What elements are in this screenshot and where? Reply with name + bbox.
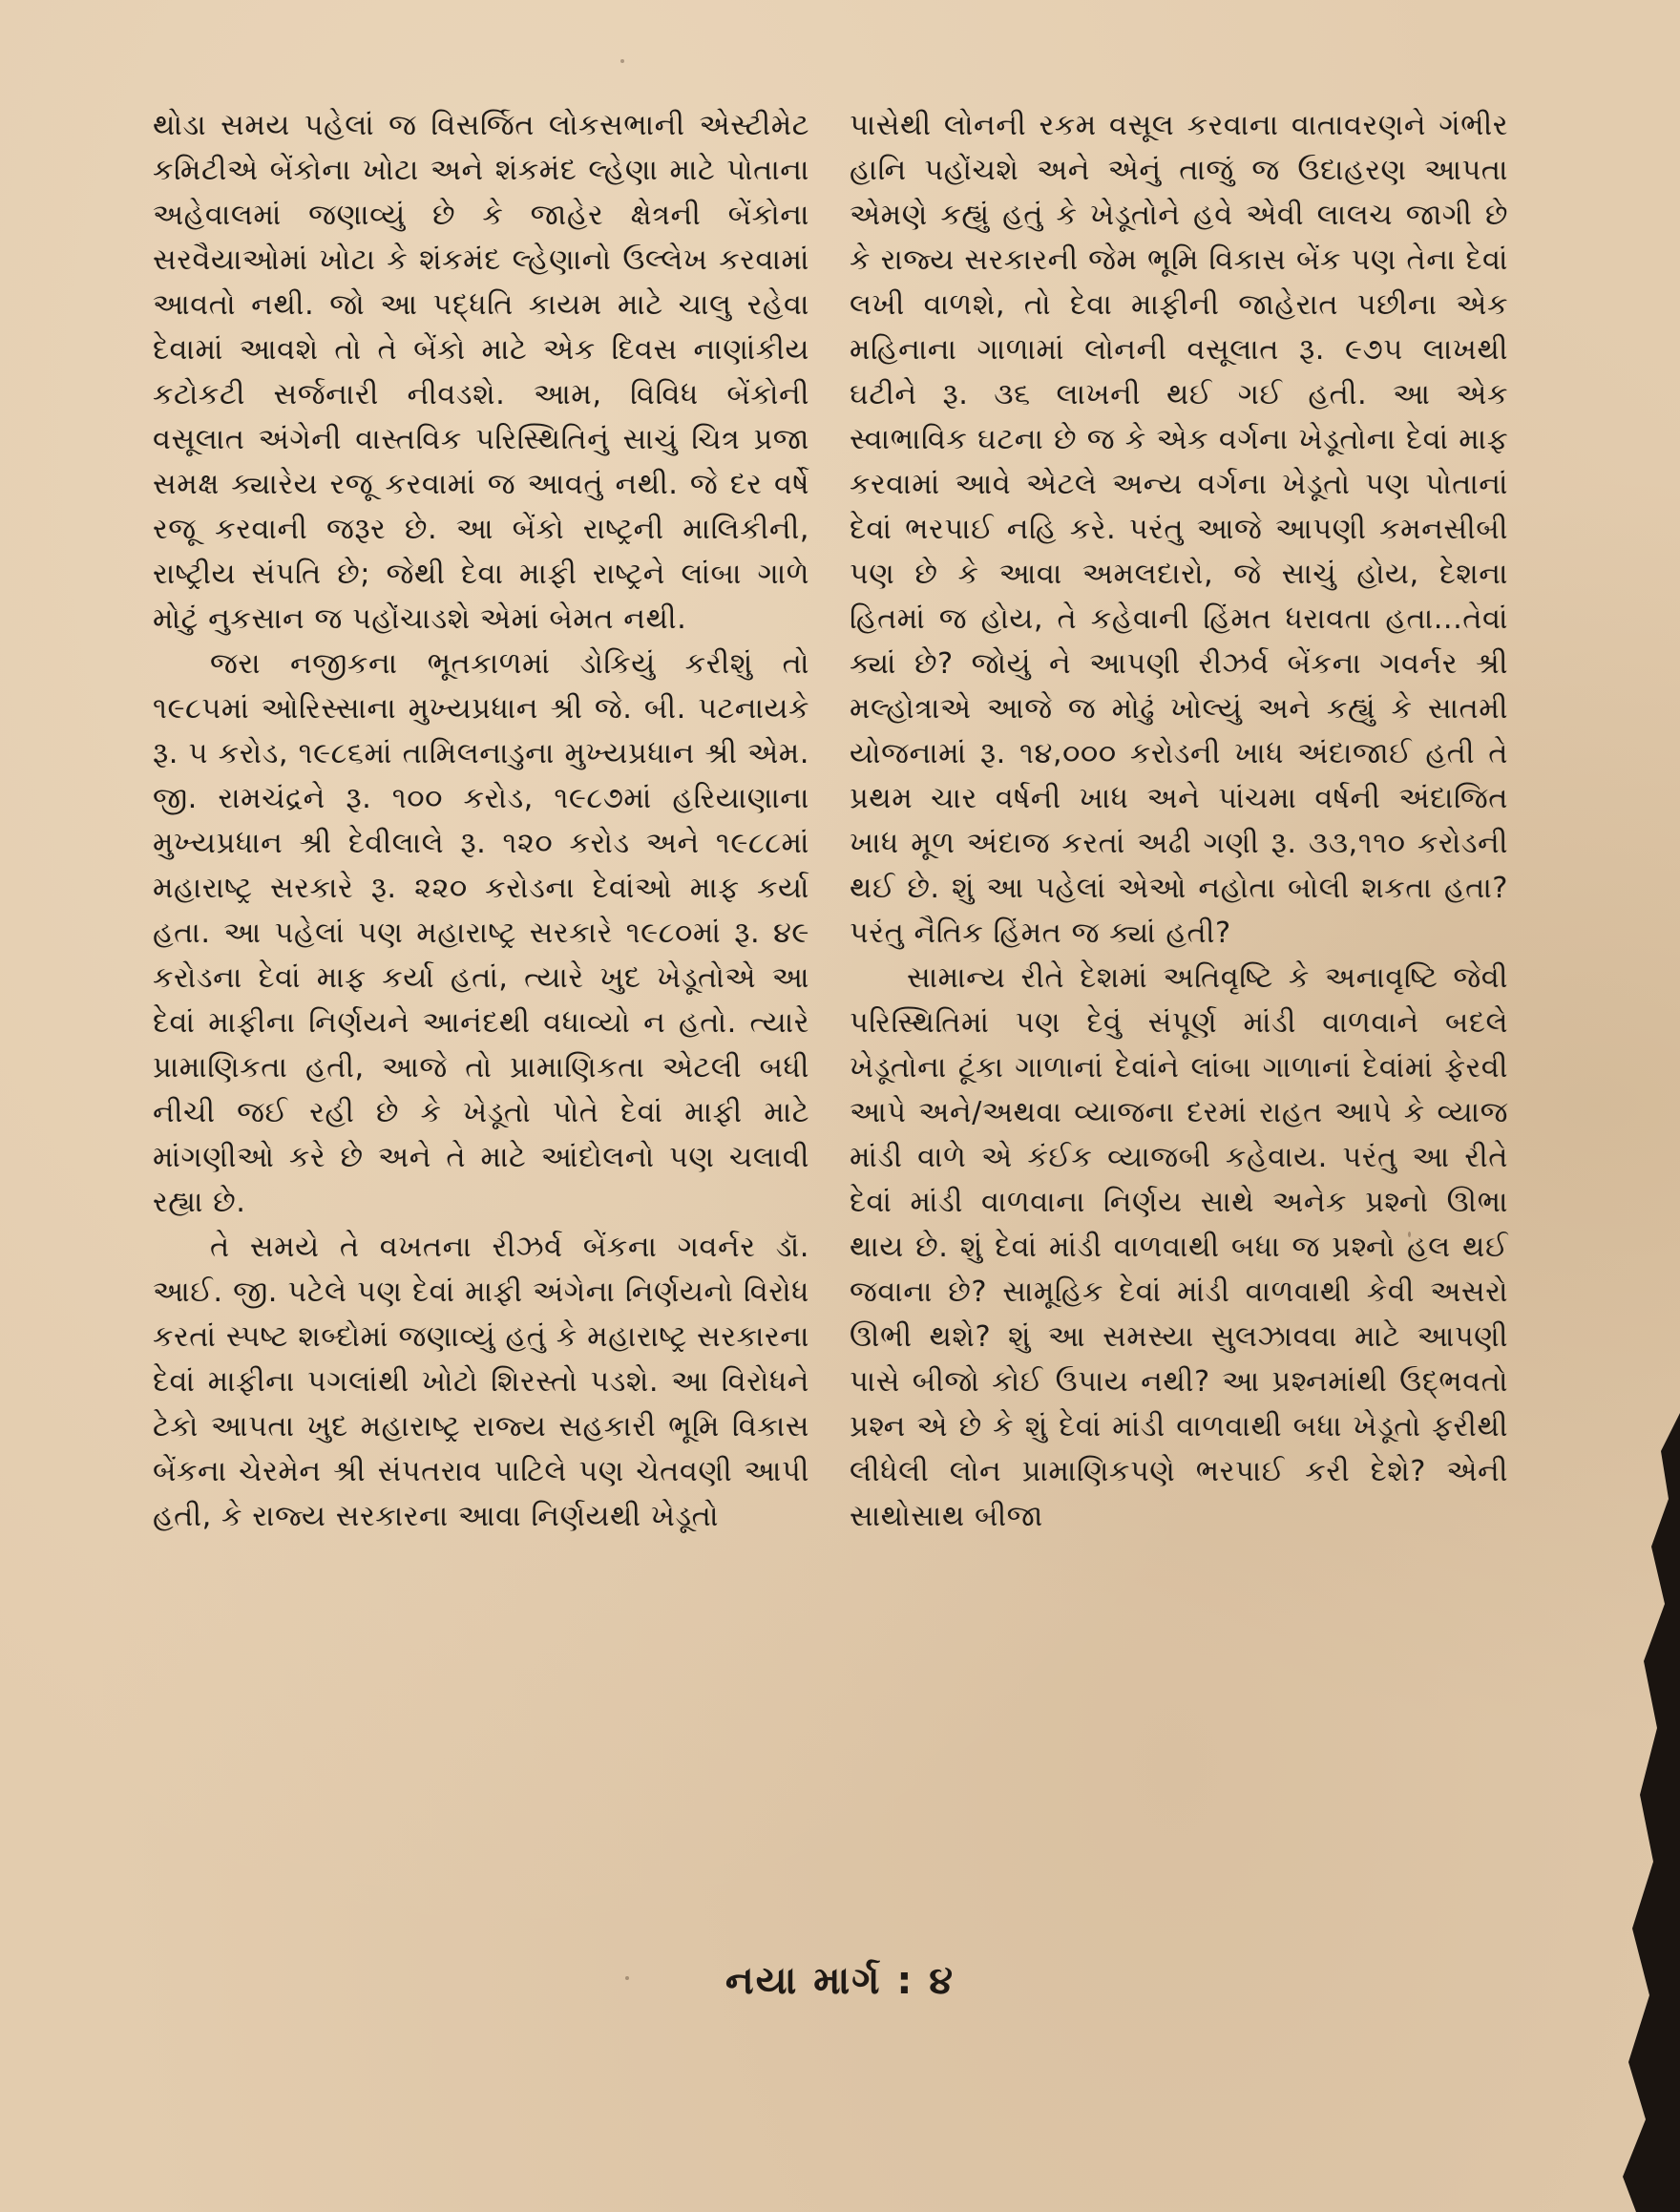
left-paragraph-3: તે સમયે તે વખતના રીઝર્વ બેંકના ગવર્નર ડૉ. આઈ. જી. પટેલે પણ દેવાં માફી અંગેના નિર્ણયનો વિરોધ કરતાં સ્પષ્ટ શબ્દોમાં જણાવ્યું હતું કે મહારાષ્ટ્ર સરકારના દેવાં માફીના પગલાંથી ખોટો શિરસ્તો પડશે. આ વિરોધને ટેકો આપતા ખુદ મહારાષ્ટ્ર રાજ્ય સહકારી ભૂમિ વિકાસ બેંકના ચેરમેન શ્રી સંપતરાવ પાટિલે પણ ચેતવણી આપી હતી, કે રાજ્ય સરકારના આવા નિર્ણયથી ખેડૂતો (153, 1231, 809, 1533)
paper-speck (625, 1976, 629, 1980)
right-text-column (850, 103, 1508, 1539)
left-text-column (153, 103, 809, 1539)
right-paragraph-1: પાસેથી લોનની રકમ વસૂલ કરવાના વાતાવરણને ગંભીર હાનિ પહોંચશે અને એનું તાજું જ ઉદાહરણ આપતા એમણે કહ્યું હતું કે ખેડૂતોને હવે એવી લાલચ જાગી છે કે રાજ્ય સરકારની જેમ ભૂમિ વિકાસ બેંક પણ તેના દેવાં લખી વાળશે, તો દેવા માફીની જાહેરાત પછીના એક મહિનાના ગાળામાં લોનની વસૂલાત રૂ. ૯૭૫ લાખથી ઘટીને રૂ. ૩૬ લાખની થઈ ગઈ હતી. આ એક સ્વાભાવિક ઘટના છે જ કે એક વર્ગના ખેડૂતોના દેવાં માફ કરવામાં આવે એટલે અન્ય વર્ગના ખેડૂતો પણ પોતાનાં દેવાં ભરપાઈ નહિ કરે. પરંતુ આજે આપણી કમનસીબી પણ છે કે આવા અમલદારો, જે સાચું હોય, દેશના હિતમાં જ હોય, તે કહેવાની હિંમત ધરાવતા હતા...તેવાં ક્યાં છે? જોયું ને આપણી રીઝર્વ બેંકના ગવર્નર શ્રી મલ્હોત્રાએ આજે જ મોઢું ખોલ્યું અને કહ્યું કે સાતમી યોજનામાં રૂ. ૧૪,૦૦૦ કરોડની ખાધ અંદાજાઈ હતી તે પ્રથમ ચાર વર્ષની ખાધ અને પાંચમા વર્ષની અંદાજિત ખાધ મૂળ અંદાજ કરતાં અઢી ગણી રૂ. ૩૩,૧૧૦ કરોડની થઈ છે. શું આ પહેલાં એઓ નહોતા બોલી શકતા હતા? પરંતુ નૈતિક હિંમત જ ક્યાં હતી? (850, 109, 1508, 950)
paper-speck (620, 59, 624, 63)
paper-speck (1408, 1232, 1411, 1237)
left-paragraph-1: થોડા સમય પહેલાં જ વિસર્જિત લોકસભાની એસ્ટીમેટ કમિટીએ બેંકોના ખોટા અને શંકમંદ લ્હેણા માટે પોતાના અહેવાલમાં જણાવ્યું છે કે જાહેર ક્ષેત્રની બેંકોના સરવૈયાઓમાં ખોટા કે શંકમંદ લ્હેણાનો ઉલ્લેખ કરવામાં આવતો નથી. જો આ પદ્ધતિ કાયમ માટે ચાલુ રહેવા દેવામાં આવશે તો તે બેંકો માટે એક દિવસ નાણાંકીય કટોકટી સર્જનારી નીવડશે. આમ, વિવિધ બેંકોની વસૂલાત અંગેની વાસ્તવિક પરિસ્થિતિનું સાચું ચિત્ર પ્રજા સમક્ષ ક્યારેય રજૂ કરવામાં જ આવતું નથી. જે દર વર્ષે રજૂ કરવાની જરૂર છે. આ બેંકો રાષ્ટ્રની માલિકીની, રાષ્ટ્રીય સંપતિ છે; જેથી દેવા માફી રાષ્ટ્રને લાંબા ગાળે મોટું નુકસાન જ પહોંચાડશે એમાં બેમત નથી. (153, 109, 809, 636)
right-paragraph-2: સામાન્ય રીતે દેશમાં અતિવૃષ્ટિ કે અનાવૃષ્ટિ જેવી પરિસ્થિતિમાં પણ દેવું સંપૂર્ણ માંડી વાળવાને બદલે ખેડૂતોના ટૂંકા ગાળાનાં દેવાંને લાંબા ગાળાનાં દેવાંમાં ફેરવી આપે અને/અથવા વ્યાજના દરમાં રાહત આપે કે વ્યાજ માંડી વાળે એ કંઈક વ્યાજબી કહેવાય. પરંતુ આ રીતે દેવાં માંડી વાળવાના નિર્ણય સાથે અનેક પ્રશ્નો ઊભા થાય છે. શું દેવાં માંડી વાળવાથી બધા જ પ્રશ્નો હલ થઈ જવાના છે? સામૂહિક દેવાં માંડી વાળવાથી કેવી અસરો ઊભી થશે? શું આ સમસ્યા સુલઝાવવા માટે આપણી પાસે બીજો કોઈ ઉપાય નથી? આ પ્રશ્નમાંથી ઉદ્‌ભવતો પ્રશ્ન એ છે કે શું દેવાં માંડી વાળવાથી બધા ખેડૂતો ફરીથી લીધેલી લોન પ્રામાણિકપણે ભરપાઈ કરી દેશે? એની સાથોસાથ બીજા (850, 961, 1508, 1533)
page-footer: નયા માર્ગ : ૪ (724, 1959, 956, 2003)
left-paragraph-2: જરા નજીકના ભૂતકાળમાં ડોકિયું કરીશું તો ૧૯૮૫માં ઓરિસ્સાના મુખ્યપ્રધાન શ્રી જે. બી. પટનાયકે રૂ. ૫ કરોડ, ૧૯૮૬માં તામિલનાડુના મુખ્યપ્રધાન શ્રી એમ. જી. રામચંદ્રને રૂ. ૧૦૦ કરોડ, ૧૯૮૭માં હરિયાણાના મુખ્યપ્રધાન શ્રી દેવીલાલે રૂ. ૧૨૦ કરોડ અને ૧૯૮૮માં મહારાષ્ટ્ર સરકારે રૂ. ૨૨૦ કરોડના દેવાંઓ માફ કર્યા હતા. આ પહેલાં પણ મહારાષ્ટ્ર સરકારે ૧૯૮૦માં રૂ. ૪૯ કરોડના દેવાં માફ કર્યા હતાં, ત્યારે ખુદ ખેડૂતોએ આ દેવાં માફીના નિર્ણયને આનંદથી વધાવ્યો ન હતો. ત્યારે પ્રામાણિકતા હતી, આજે તો પ્રામાણિકતા એટલી બધી નીચી જઈ રહી છે કે ખેડૂતો પોતે દેવાં માફી માટે માંગણીઓ કરે છે અને તે માટે આંદોલનો પણ ચલાવી રહ્યા છે. (153, 647, 809, 1219)
torn-page-edge (1594, 1413, 1680, 2212)
